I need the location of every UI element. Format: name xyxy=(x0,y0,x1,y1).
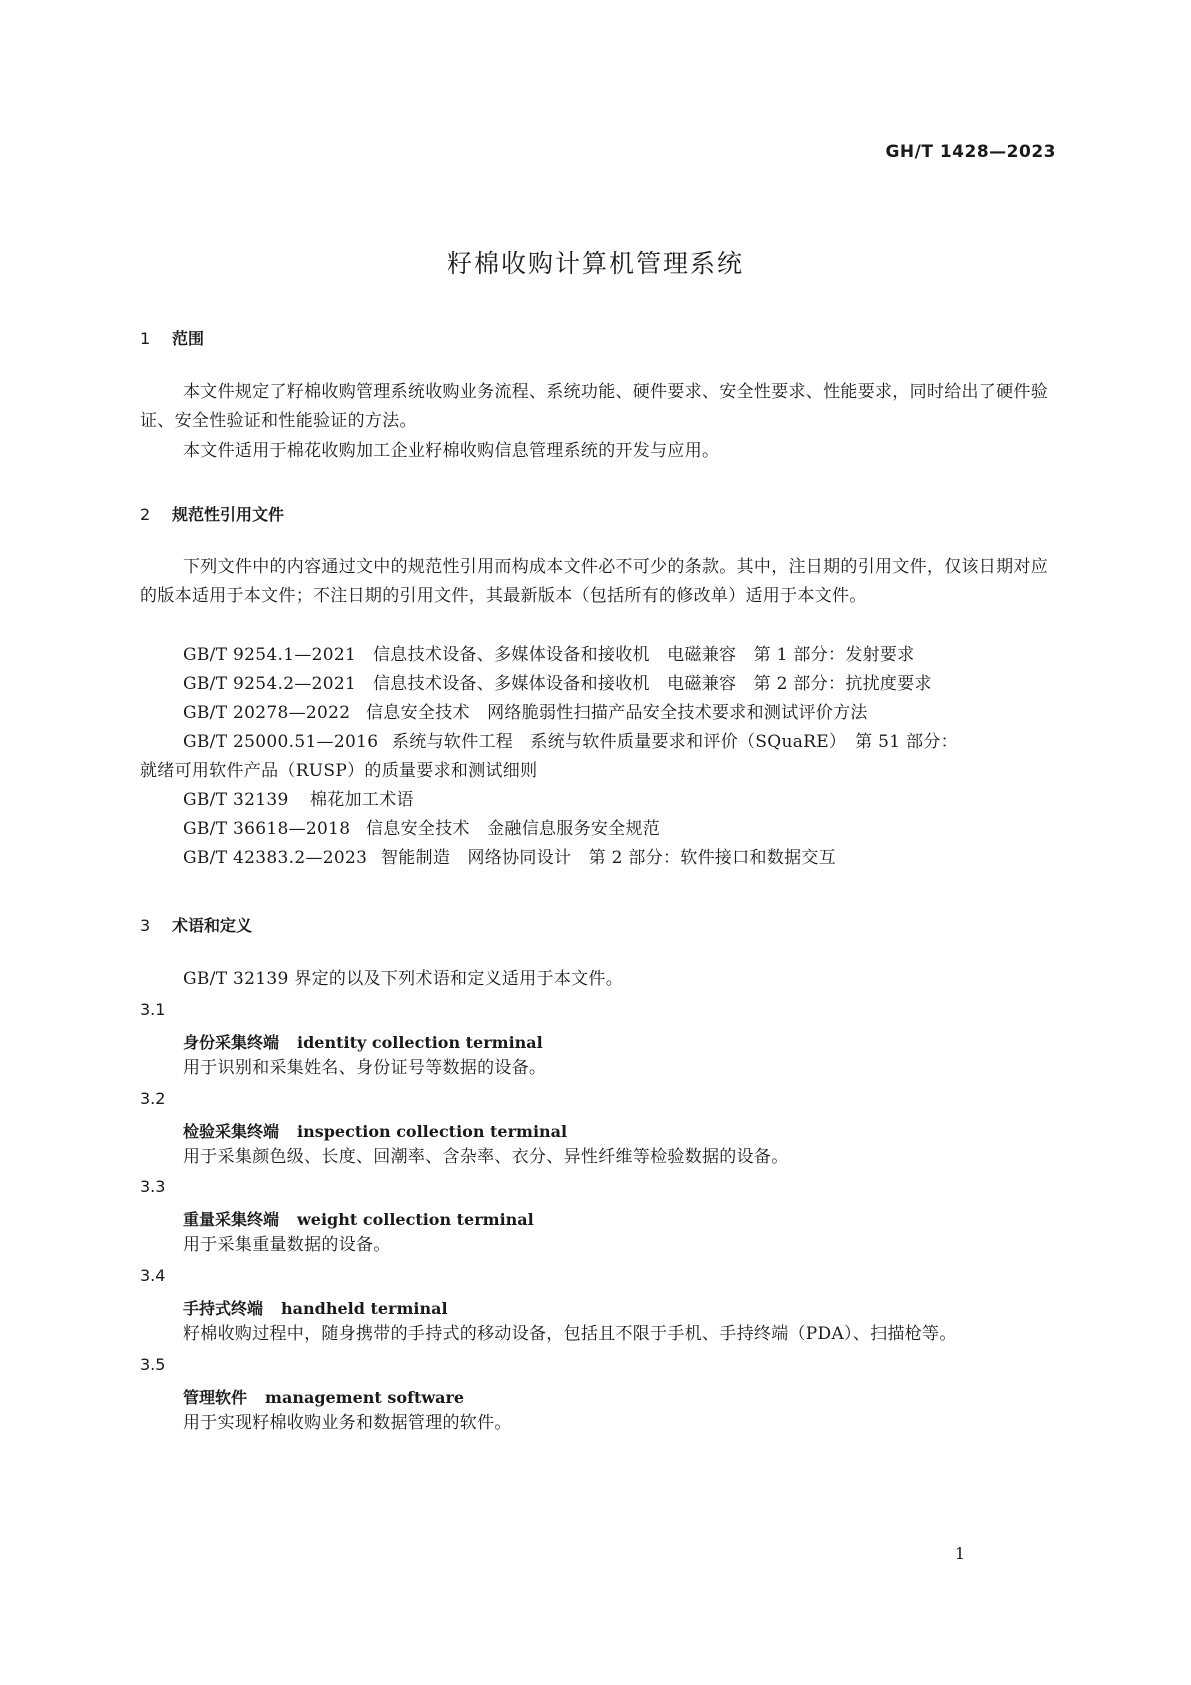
term-zh: 重量采集终端 xyxy=(183,1210,280,1229)
term-definition: 用于采集颜色级、长度、回潮率、含杂率、衣分、异性纤维等检验数据的设备。 xyxy=(183,1147,789,1167)
term-number: 3.4 xyxy=(140,1266,166,1285)
term-zh: 身份采集终端 xyxy=(183,1033,280,1052)
term-definition: 籽棉收购过程中，随身携带的手持式的移动设备，包括且不限于手机、手持终端（PDA）、扫描枪等。 xyxy=(183,1324,957,1344)
references-intro: 下列文件中的内容通过文中的规范性引用而构成本文件必不可少的条款。其中，注日期的引用文件，仅该日期对应的版本适用于本文件；不注日期的引用文件，其最新版本（包括所有的修改单）适用于本文件。 xyxy=(140,557,1048,606)
section-title: 范围 xyxy=(172,329,205,348)
reference-item xyxy=(183,815,660,844)
term-number: 3.2 xyxy=(140,1089,166,1108)
term-heading xyxy=(183,1030,543,1053)
term-heading xyxy=(183,1385,464,1408)
reference-title: 棉花加工术语 xyxy=(310,790,414,810)
section-title: 术语和定义 xyxy=(172,916,253,935)
terms-intro: GB/T 32139 界定的以及下列术语和定义适用于本文件。 xyxy=(183,969,624,989)
reference-item xyxy=(183,699,868,728)
term-definition: 用于识别和采集姓名、身份证号等数据的设备。 xyxy=(183,1058,547,1078)
reference-title: 系统与软件工程 系统与软件质量要求和评价（SQuaRE） 第 51 部分： xyxy=(392,732,958,752)
term-en: identity collection terminal xyxy=(297,1033,543,1052)
reference-code: GB/T 42383.2—2023 xyxy=(183,848,368,868)
document-title: 籽棉收购计算机管理系统 xyxy=(446,249,744,278)
term-en: management software xyxy=(265,1388,465,1407)
reference-code: GB/T 25000.51—2016 xyxy=(183,732,379,752)
reference-item xyxy=(183,844,836,873)
term-number: 3.5 xyxy=(140,1355,166,1374)
term-zh: 管理软件 xyxy=(183,1388,248,1407)
term-en: weight collection terminal xyxy=(297,1210,534,1229)
term-heading xyxy=(183,1296,448,1319)
reference-title: 信息安全技术 金融信息服务安全规范 xyxy=(366,819,661,839)
section-2-heading xyxy=(140,502,284,525)
reference-item xyxy=(183,786,414,815)
term-en: inspection collection terminal xyxy=(297,1122,568,1141)
section-number: 3 xyxy=(140,916,151,935)
reference-title: 智能制造 网络协同设计 第 2 部分：软件接口和数据交互 xyxy=(381,848,837,868)
reference-code: GB/T 32139 xyxy=(183,790,289,810)
page-number: 1 xyxy=(954,1544,965,1563)
section-1-heading xyxy=(140,326,204,349)
reference-title: 信息技术设备、多媒体设备和接收机 电磁兼容 第 1 部分：发射要求 xyxy=(373,645,915,665)
scope-paragraph-2: 本文件适用于棉花收购加工企业籽棉收购信息管理系统的开发与应用。 xyxy=(183,441,720,461)
term-definition: 用于采集重量数据的设备。 xyxy=(183,1235,391,1255)
reference-item xyxy=(183,670,932,699)
scope-paragraph-1: 本文件规定了籽棉收购管理系统收购业务流程、系统功能、硬件要求、安全性要求、性能要求，同时给出了硬件验证、安全性验证和性能验证的方法。 xyxy=(140,382,1048,431)
reference-title: 信息安全技术 网络脆弱性扫描产品安全技术要求和测试评价方法 xyxy=(366,703,868,723)
reference-code: GB/T 20278—2022 xyxy=(183,703,351,723)
term-number: 3.3 xyxy=(140,1177,166,1196)
section-3-heading xyxy=(140,913,252,936)
section-number: 2 xyxy=(140,505,151,524)
reference-code: GB/T 36618—2018 xyxy=(183,819,351,839)
reference-title: 信息技术设备、多媒体设备和接收机 电磁兼容 第 2 部分：抗扰度要求 xyxy=(373,674,932,694)
standard-code: GH/T 1428—2023 xyxy=(885,142,1056,162)
reference-code: GB/T 9254.1—2021 xyxy=(183,645,357,665)
term-zh: 手持式终端 xyxy=(183,1299,264,1318)
section-number: 1 xyxy=(140,329,151,348)
reference-item-continuation xyxy=(140,757,537,786)
reference-item xyxy=(183,728,958,757)
term-en: handheld terminal xyxy=(281,1299,448,1318)
term-heading xyxy=(183,1119,567,1142)
reference-code: GB/T 9254.2—2021 xyxy=(183,674,357,694)
section-title: 规范性引用文件 xyxy=(172,505,285,524)
reference-item xyxy=(183,641,915,670)
term-heading xyxy=(183,1207,534,1230)
term-definition: 用于实现籽棉收购业务和数据管理的软件。 xyxy=(183,1413,512,1433)
reference-title: 就绪可用软件产品（RUSP）的质量要求和测试细则 xyxy=(140,761,538,781)
term-zh: 检验采集终端 xyxy=(183,1122,280,1141)
term-number: 3.1 xyxy=(140,1000,166,1019)
